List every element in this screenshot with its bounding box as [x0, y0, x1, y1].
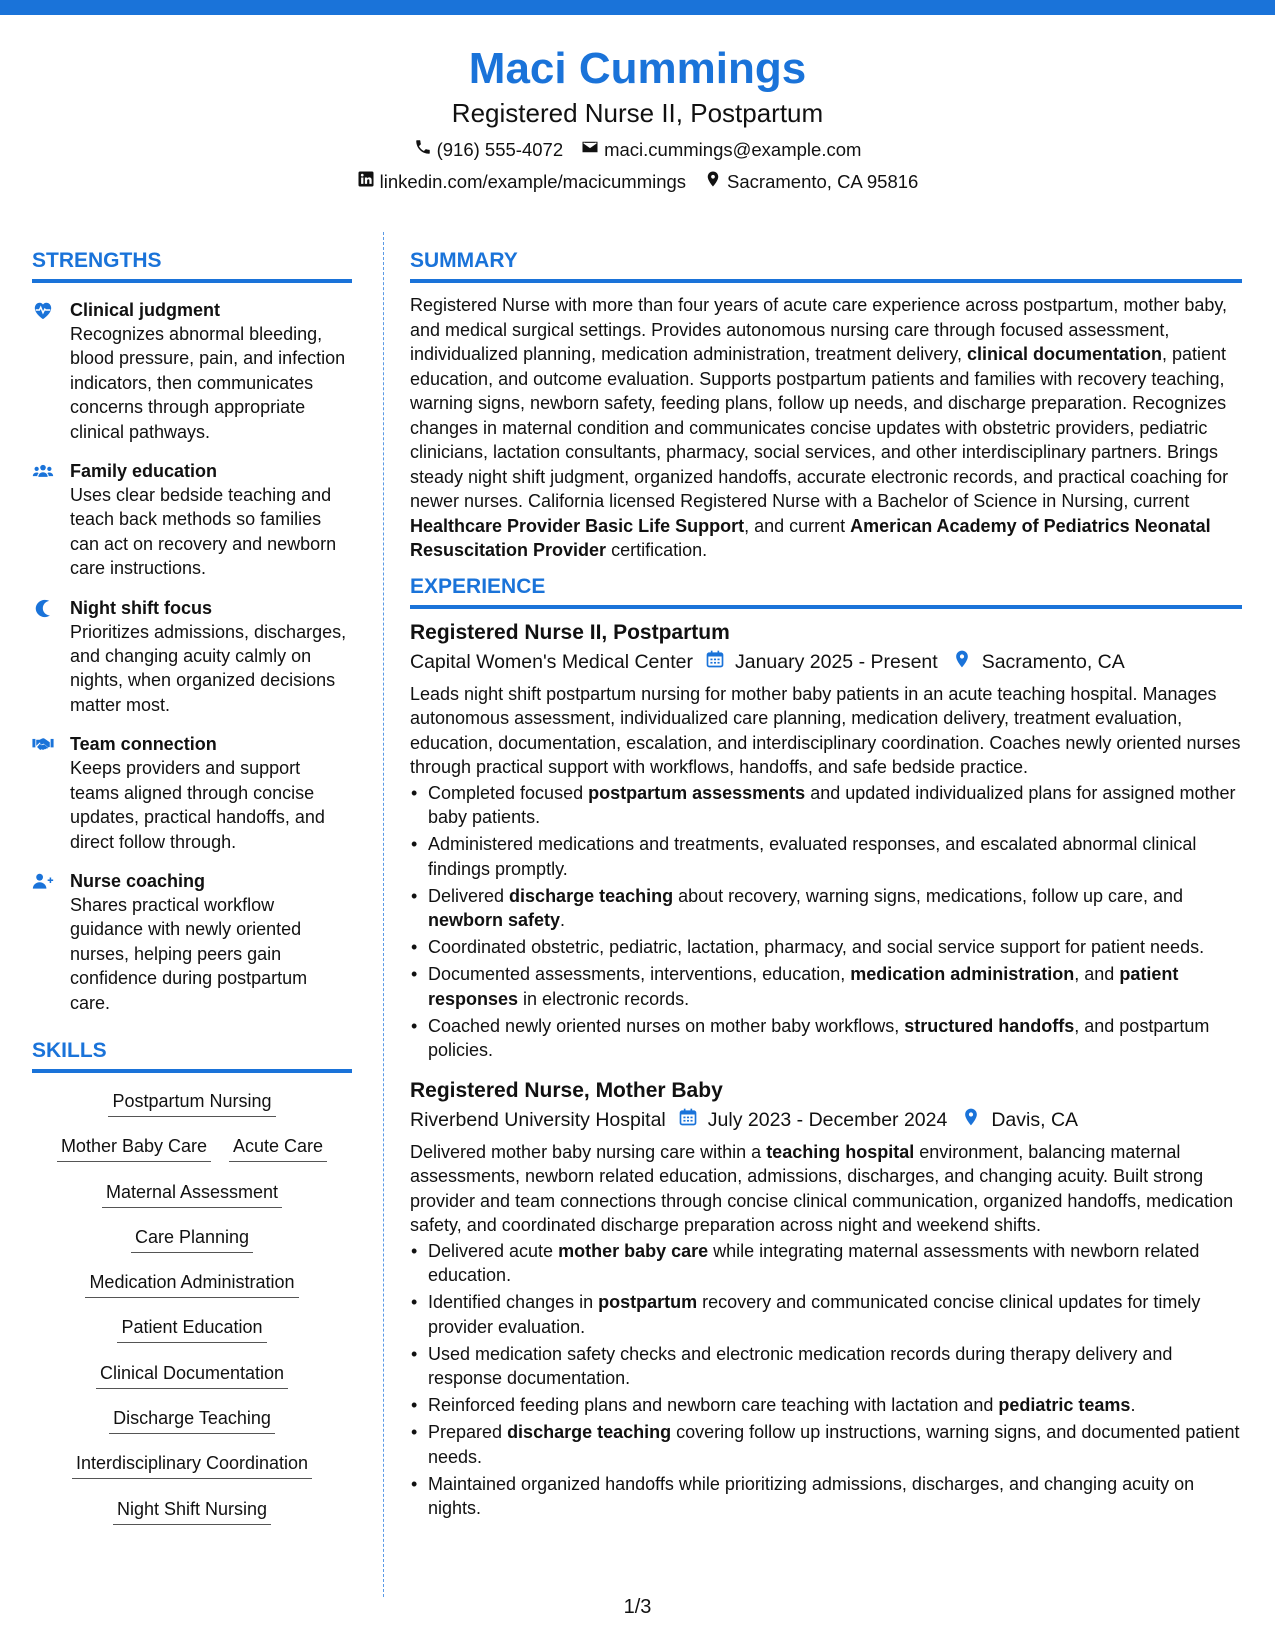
bullet-item: • Used medication safety checks and electronic medication records during therapy delivery and response documentation. — [410, 1342, 1242, 1391]
skill-row — [32, 1315, 352, 1360]
bold-emphasis: American Academy of Pediatrics Neonatal Resuscitation Provider — [410, 515, 1211, 560]
job-title: Registered Nurse, Mother Baby — [410, 1078, 723, 1102]
strength-item — [32, 869, 352, 1015]
strength-desc: Recognizes abnormal bleeding, blood pressure, pain, and infection indicators, then communicates concerns through appropriate clinical pathways. — [70, 324, 346, 442]
bold-emphasis: postpartum assessments — [588, 782, 806, 803]
strength-title: Night shift focus — [70, 597, 212, 618]
resume-header — [0, 40, 1275, 193]
skill-tag: Care Planning — [131, 1225, 253, 1253]
skill-row — [32, 1089, 352, 1134]
bold-emphasis: patient responses — [428, 964, 1179, 1009]
skill-row — [32, 1451, 352, 1496]
bullet-item: • Coordinated obstetric, pediatric, lactation, pharmacy, and social service support for patient needs. — [410, 935, 1242, 960]
map-pin-icon — [938, 649, 982, 676]
bold-emphasis: clinical documentation — [966, 344, 1162, 364]
bold-emphasis: discharge teaching — [507, 1422, 672, 1442]
contact-row-1 — [0, 138, 1275, 161]
skill-tag: Night Shift Nursing — [113, 1497, 271, 1525]
column-divider — [383, 232, 384, 1597]
skill-tag: Maternal Assessment — [102, 1180, 282, 1208]
skill-row — [32, 1180, 352, 1225]
bold-emphasis: pediatric teams — [998, 1395, 1131, 1415]
skill-tag: Mother Baby Care — [57, 1134, 211, 1162]
location-text: Sacramento, CA 95816 — [727, 170, 919, 192]
bold-emphasis: medication administration — [850, 964, 1075, 984]
strength-item — [32, 596, 352, 718]
bullet-item: • Documented assessments, interventions, education, medication administration, and patient responses in electronic records. — [410, 962, 1242, 1011]
email-text: maci.cummings@example.com — [604, 138, 862, 160]
summary-text: Registered Nurse with more than four years of acute care experience across postpartum, mother baby, and medical surgical settings. Provides autonomous nursing care through focused assessment, individualized planning, medication administration, treatment delivery, clinical documentation, patient education, and outcome evaluation. Supports postpartum patients and families with recovery teaching, warning signs, newborn safety, feeding plans, follow up needs, and discharge preparation. Recognizes changes in maternal condition and communicates concise updates with obstetric providers, pediatric clinicians, lactation consultants, pharmacy, social services, and other interdisciplinary partners. Brings steady night shift judgment, organized handoffs, accurate electronic records, and practical coaching for newer nurses. California licensed Registered Nurse with a Bachelor of Science in Nursing, current Healthcare Provider Basic Life Support, and current American Academy of Pediatrics Neonatal Resuscitation Provider certification. — [410, 295, 1229, 560]
strength-item — [32, 459, 352, 581]
strength-title: Nurse coaching — [70, 870, 206, 891]
experience-heading: EXPERIENCE — [410, 574, 1242, 609]
bold-emphasis: teaching hospital — [766, 1141, 915, 1162]
job-entry — [410, 1077, 1242, 1521]
skill-tag: Clinical Documentation — [96, 1361, 288, 1389]
bold-emphasis: newborn safety — [428, 910, 561, 930]
skill-tag: Patient Education — [117, 1315, 266, 1343]
skill-row — [32, 1225, 352, 1270]
candidate-name: Maci Cummings — [468, 44, 807, 93]
strength-title: Team connection — [70, 734, 217, 755]
job-bullets — [410, 1239, 1242, 1521]
job-meta — [410, 1107, 1242, 1134]
bold-emphasis: postpartum — [598, 1292, 698, 1312]
bullet-item: • Completed focused postpartum assessments and updated individualized plans for assigned mother baby patients. — [410, 781, 1242, 830]
job-dates: January 2025 - Present — [734, 651, 938, 673]
heart-pulse-icon — [32, 298, 70, 444]
moon-icon — [32, 596, 70, 718]
handshake-icon — [32, 732, 70, 854]
people-group-icon — [32, 459, 70, 581]
skill-row — [32, 1497, 352, 1542]
skills-list — [32, 1089, 352, 1542]
skills-heading: SKILLS — [32, 1038, 352, 1073]
bullet-item: • Coached newly oriented nurses on mother baby workflows, structured handoffs, and postpartum policies. — [410, 1014, 1242, 1063]
skill-tag: Acute Care — [229, 1134, 327, 1162]
skill-row — [32, 1134, 352, 1179]
bold-emphasis: Healthcare Provider Basic Life Support — [410, 515, 745, 536]
bullet-item: • Delivered discharge teaching about recovery, warning signs, medications, follow up care, and newborn safety. — [410, 884, 1242, 933]
strength-title: Family education — [70, 461, 218, 482]
strength-title: Clinical judgment — [70, 300, 221, 320]
job-meta — [410, 649, 1242, 676]
job-description: Leads night shift postpartum nursing for mother baby patients in an acute teaching hospital. Manages autonomous assessment, individualized care planning, medication delivery, treatment evaluation, education, documentation, escalation, and interdisciplinary coordination. Coaches newly oriented nurses through practical support with workflows, handoffs, and safe bedside practice. — [410, 683, 1241, 777]
job-title: Registered Nurse II, Postpartum — [410, 620, 730, 644]
bold-emphasis: structured handoffs — [904, 1015, 1075, 1036]
right-column — [410, 248, 1242, 1523]
candidate-title: Registered Nurse II, Postpartum — [451, 98, 824, 128]
user-plus-icon — [32, 869, 70, 1015]
job-description: Delivered mother baby nursing care within a teaching hospital environment, balancing maternal assessments, newborn related education, admissions, discharges, and changing acuity. Built strong provider and team connections through concise clinical communication, organized handoffs, medication safety, and coordinated discharge preparation across night and weekend shifts. — [410, 1141, 1234, 1235]
employer-name: Capital Women's Medical Center — [410, 651, 693, 673]
bullet-item: • Delivered acute mother baby care while integrating maternal assessments with newborn related education. — [410, 1239, 1242, 1288]
phone-text: (916) 555-4072 — [436, 138, 564, 160]
skill-row — [32, 1361, 352, 1406]
calendar-icon — [693, 649, 735, 676]
calendar-icon — [666, 1107, 708, 1134]
bullet-item: • Identified changes in postpartum recovery and communicated concise clinical updates for timely provider evaluation. — [410, 1290, 1242, 1339]
job-bullets — [410, 781, 1242, 1063]
job-dates: July 2023 - December 2024 — [707, 1109, 948, 1131]
summary-heading: SUMMARY — [410, 248, 1242, 283]
job-entry — [410, 619, 1242, 1063]
email-contact[interactable] — [581, 138, 861, 161]
strengths-heading: STRENGTHS — [32, 248, 352, 283]
strength-desc: Prioritizes admissions, discharges, and changing acuity calmly on nights, when organized decisions matter most. — [70, 621, 347, 715]
envelope-icon — [581, 138, 599, 161]
employer-name: Riverbend University Hospital — [410, 1109, 666, 1131]
page-number: 1/3 — [623, 1596, 652, 1618]
skill-row — [32, 1406, 352, 1451]
top-accent-bar — [0, 0, 1275, 15]
contact-row-2 — [0, 170, 1275, 193]
skill-tag: Discharge Teaching — [109, 1406, 275, 1434]
map-pin-icon — [704, 170, 722, 193]
phone-icon — [414, 138, 432, 161]
job-location: Davis, CA — [991, 1109, 1079, 1131]
bullet-item: • Prepared discharge teaching covering follow up instructions, warning signs, and documented patient needs. — [410, 1420, 1242, 1469]
bullet-item: • Administered medications and treatments, evaluated responses, and escalated abnormal clinical findings promptly. — [410, 832, 1242, 881]
bold-emphasis: discharge teaching — [509, 885, 674, 906]
bullet-item: • Reinforced feeding plans and newborn care teaching with lactation and pediatric teams. — [410, 1393, 1242, 1418]
linkedin-contact[interactable] — [357, 170, 686, 193]
strength-desc: Uses clear bedside teaching and teach back methods so families can act on recovery and newborn care instructions. — [70, 485, 337, 579]
linkedin-text: linkedin.com/example/macicummings — [379, 170, 687, 192]
left-column — [32, 248, 352, 1542]
job-location: Sacramento, CA — [981, 651, 1125, 673]
strength-item — [32, 732, 352, 854]
bold-emphasis: mother baby care — [558, 1240, 709, 1261]
strength-desc: Shares practical workflow guidance with newly oriented nurses, helping peers gain confidence during postpartum care. — [70, 894, 308, 1013]
linkedin-icon — [357, 170, 375, 193]
phone-contact — [414, 138, 564, 161]
map-pin-icon — [947, 1107, 991, 1134]
location-contact — [704, 170, 918, 193]
skill-tag: Interdisciplinary Coordination — [72, 1451, 312, 1479]
skill-tag: Medication Administration — [85, 1270, 298, 1298]
skill-tag: Postpartum Nursing — [108, 1089, 275, 1117]
bullet-item: • Maintained organized handoffs while prioritizing admissions, discharges, and changing acuity on nights. — [410, 1472, 1242, 1521]
strength-item — [32, 298, 352, 444]
skill-row — [32, 1270, 352, 1315]
strength-desc: Keeps providers and support teams aligned through concise updates, practical handoffs, and direct follow through. — [70, 758, 325, 852]
